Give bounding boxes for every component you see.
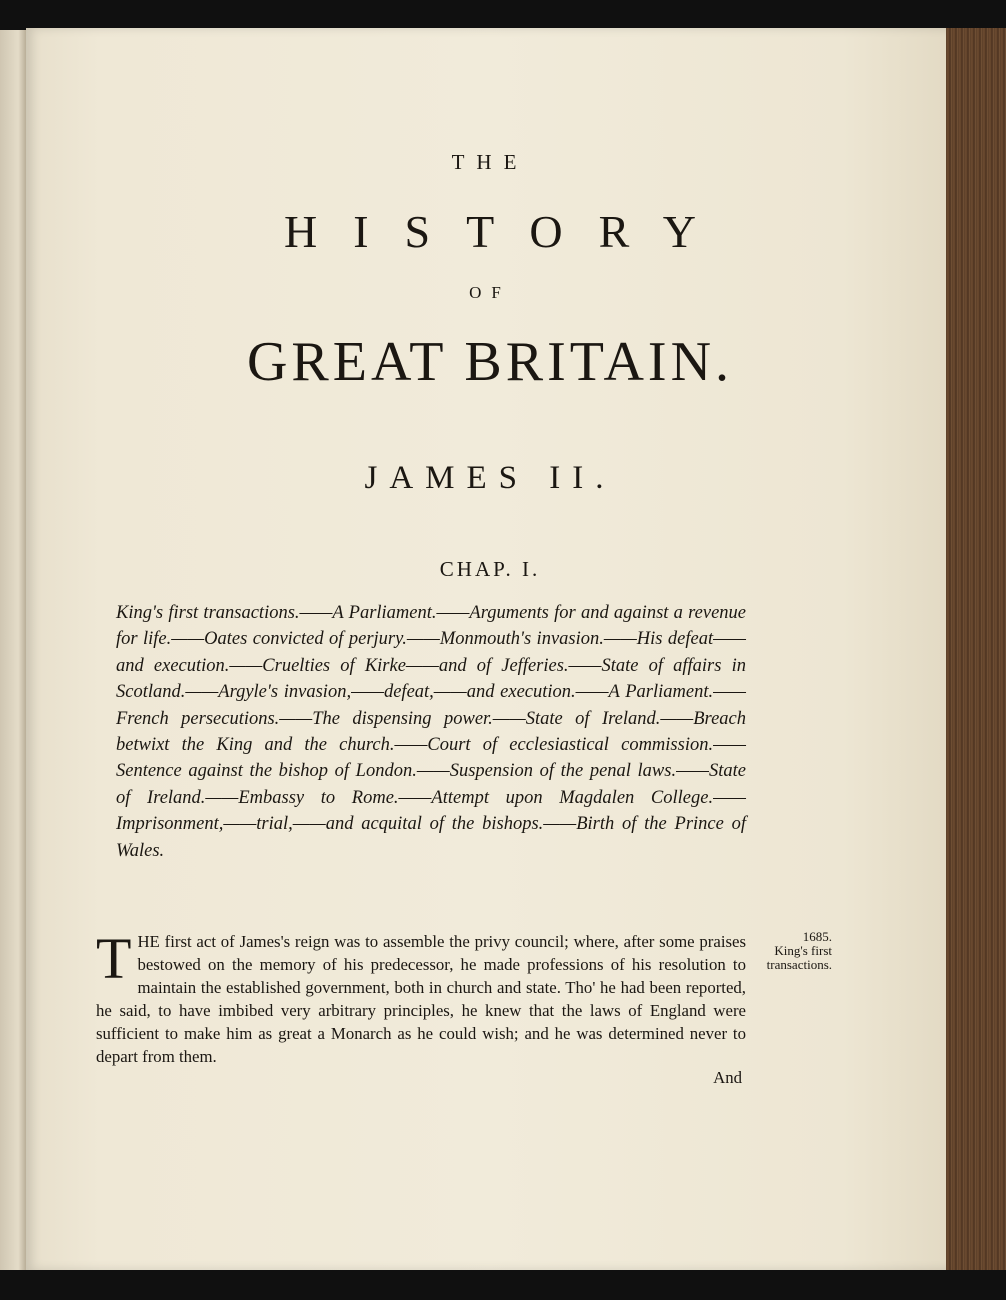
chapter-contents: King's first transactions.——A Parliament.——Arguments for and against a revenue for life.——Oates convicted of perjury.——Monmouth's invasion.——His defeat——and execution.——Cruelties of Kirke——and of Jefferies.——State of affairs in Scotland.——Argyle's invasion,——defeat,——and execution.——A Parliament.——French persecutions.——The dispensing power.——State of Ireland.——Breach betwixt the King and the church.——Court of ecclesiastical commission.——Sentence against the bishop of London.——Suspension of the penal laws.——State of Ireland.——Embassy to Rome.——Attempt upon Magdalen College.——Imprisonment,——trial,——and acquital of the bishops.——Birth of the Prince of Wales.	[116, 603, 746, 861]
facing-page-edge	[0, 30, 26, 1270]
margin-note-text: King's first transactions.	[766, 943, 832, 972]
drop-cap: T	[96, 926, 132, 991]
margin-note	[742, 930, 832, 972]
chapter-heading: CHAP. I.	[439, 557, 541, 581]
title-line-the: THE	[451, 150, 529, 174]
title-line-of: OF	[469, 283, 511, 302]
body-paragraph	[96, 926, 746, 1068]
book-fore-edge	[946, 28, 1006, 1270]
catchword: And	[713, 1068, 742, 1087]
reign-heading: JAMES II.	[364, 460, 616, 496]
title-line-great-britain: GREAT BRITAIN.	[246, 331, 734, 393]
title-line-history: HISTORY	[284, 206, 732, 257]
margin-year: 1685.	[802, 929, 832, 944]
body-text: HE first act of James's reign was to assemble the privy council; where, after some praises bestowed on the memory of his predecessor, he made professions of his resolution to maintain the established government, both in church and state. Tho' he had been reported, he said, to have imbibed very arbitrary principles, he knew that the laws of England were sufficient to make him as great a Monarch as he could wish; and he was determined never to depart from them.	[96, 932, 746, 1066]
